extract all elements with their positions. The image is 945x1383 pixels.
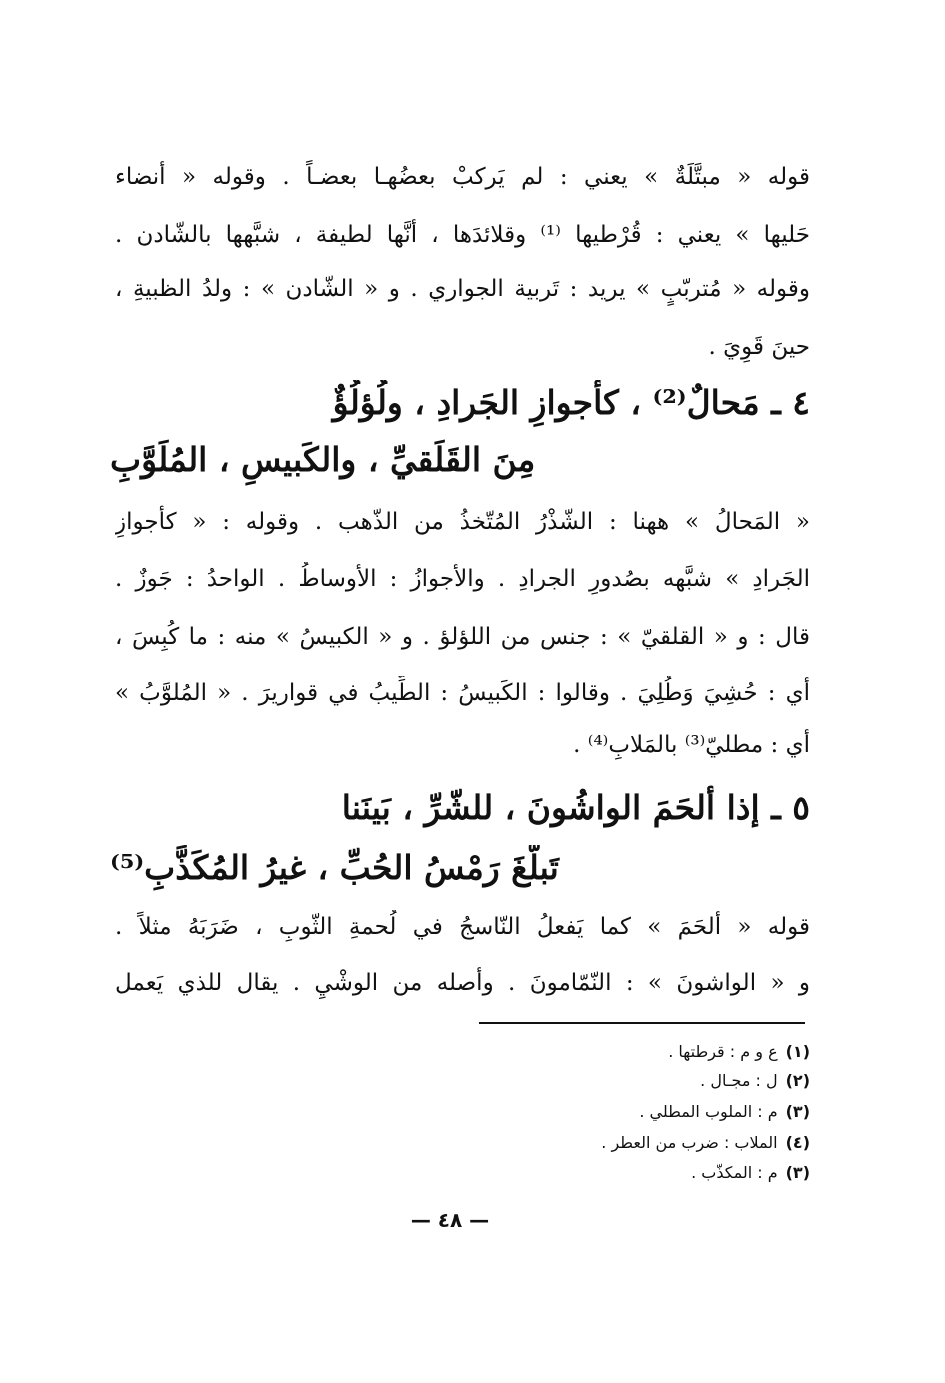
- footnote: [310, 1161, 810, 1189]
- footnote-number: (٢): [785, 1071, 810, 1090]
- footnote-number: (٣): [785, 1163, 810, 1182]
- verse-4-second-hemistich: مِنَ القَلَقيِّ ، والكَبيسِ ، المُلَوَّبِ: [110, 440, 536, 479]
- footnote-text: م : المكذّب .: [691, 1163, 778, 1182]
- footnote: [310, 1131, 810, 1159]
- commentary-line: حينَ قَوِيَ .: [708, 334, 810, 360]
- footnote: [310, 1069, 810, 1097]
- verse-5-first-hemistich: ٥ ـ إذا ألحَمَ الواشُونَ ، للشّرِّ ، بَينَنا: [341, 788, 810, 827]
- commentary-line: قال : و « القلقيّ » : جنس من اللؤلؤ . و « الكبيسُ » منه : ما كُبِسَ ،: [115, 624, 810, 650]
- commentary-line: أي : مطليّ⁽³⁾ بالمَلابِ⁽⁴⁾ .: [573, 732, 810, 758]
- commentary-line: قوله « مبتَّلَةٌ » يعني : لم يَركبْ بعضُهـا بعضـاً . وقوله « أنضاء: [115, 164, 810, 190]
- verse-4-first-hemistich: ٤ ـ مَحالٌ⁽²⁾ ، كأجوازِ الجَرادِ ، ولُؤلُؤٌ: [332, 383, 810, 422]
- footnote-text: ل : مجـال .: [700, 1071, 778, 1090]
- commentary-line: قوله « ألحَمَ » كما يَفعلُ النّاسجُ في لُحمةِ الثّوبِ ، ضَرَبَهُ مثلاً .: [115, 914, 810, 940]
- footnote-text: م : الملوب المطلي .: [639, 1102, 778, 1121]
- commentary-line: و « الواشونَ » : النّمّامونَ . وأصله من الوشْيِ . يقال للذي يَعمل: [115, 970, 810, 996]
- page-number: — ٤٨ —: [410, 1208, 490, 1232]
- commentary-line: حَليها » يعني : قُرْطيها ⁽¹⁾ وقلائدَها ، أنَّها لطيفة ، شبَّهها بالشّادن .: [115, 222, 810, 248]
- footnote: [310, 1100, 810, 1128]
- commentary-line: أي : حُشِيَ وَطُلِيَ . وقالوا : الكَبيسُ : الطِّيبُ في قواريرَ . « المُلوَّبُ »: [115, 680, 810, 706]
- commentary-line: الجَرادِ » شبَّهه بصُدورِ الجرادِ . والأجوازُ : الأوساطُ . الواحدُ : جَوزٌ .: [115, 566, 810, 592]
- commentary-line: « المَحالُ » ههنا : الشّذْرُ المُتّخذُ من الذّهب . وقوله : « كأجوازِ: [115, 509, 810, 535]
- footnote-text: ع و م : قرطتها .: [668, 1042, 778, 1061]
- footnote-number: (٣): [785, 1102, 810, 1121]
- footnote: [310, 1040, 810, 1068]
- verse-5-second-hemistich: تَبلَّغَ رَمْسُ الحُبِّ ، غيرُ المُكَذَّبِ⁽⁵⁾: [110, 848, 559, 887]
- footnote-number: (١): [785, 1042, 810, 1061]
- footnote-separator: [479, 1022, 805, 1024]
- footnote-number: (٤): [785, 1133, 810, 1152]
- footnote-text: الملاب : ضرب من العطر .: [601, 1133, 778, 1152]
- commentary-line: وقوله « مُتربّبٍ » يريد : تَربية الجواري . و « الشّادن » : ولدُ الظبيةِ ،: [115, 276, 810, 302]
